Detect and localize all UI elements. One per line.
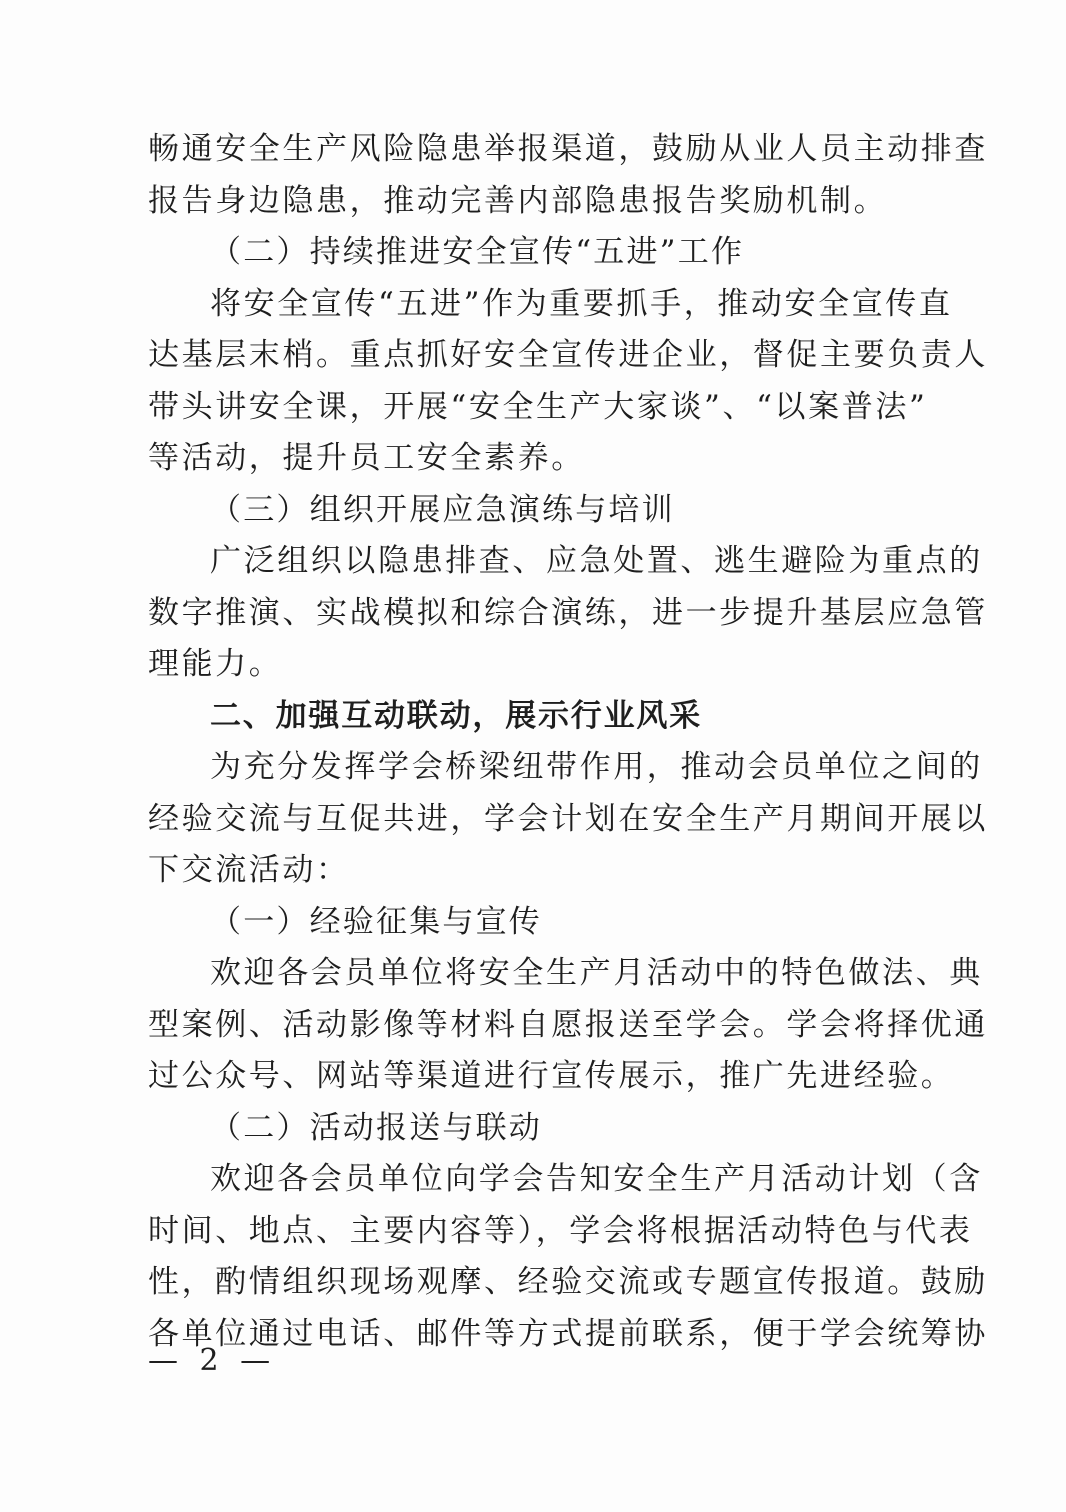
text-line: 型案例、活动影像等材料自愿报送至学会。学会将择优通 [148, 1006, 988, 1043]
section-heading: 二、加强互动联动，展示行业风采 [210, 697, 702, 734]
document-body [148, 124, 988, 1360]
paragraph-start: 广泛组织以隐患排查、应急处置、逃生避险为重点的 [210, 543, 983, 579]
text-line: 时间、地点、主要内容等），学会将根据活动特色与代表 [148, 1212, 973, 1249]
paragraph-start: 欢迎各会员单位向学会告知安全生产月活动计划（含 [210, 1161, 983, 1197]
text-line: 达基层末梢。重点抓好安全宣传进企业，督促主要负责人 [148, 337, 988, 373]
subheading-2b: （二）活动报送与联动 [210, 1109, 542, 1146]
text-line: 经验交流与互促共进，学会计划在安全生产月期间开展以 [148, 800, 988, 837]
text-line: 数字推演、实战模拟和综合演练，进一步提升基层应急管 [148, 594, 988, 631]
text-line: 各单位通过电话、邮件等方式提前联系，便于学会统筹协 [148, 1315, 988, 1352]
subheading-1: （一）经验征集与宣传 [210, 903, 542, 940]
text-line: 性，酌情组织现场观摩、经验交流或专题宣传报道。鼓励 [148, 1264, 988, 1300]
paragraph-start: 欢迎各会员单位将安全生产月活动中的特色做法、典 [210, 955, 983, 991]
text-line: 理能力。 [148, 646, 283, 682]
text-line: 等活动，提升员工安全素养。 [148, 440, 585, 476]
text-line: 带头讲安全课，开展“安全生产大家谈”、“以案普法” [148, 388, 928, 425]
text-line: 报告身边隐患，推动完善内部隐患报告奖励机制。 [148, 182, 888, 219]
text-line: 畅通安全生产风险隐患举报渠道，鼓励从业人员主动排查 [148, 131, 988, 167]
subheading-2: （二）持续推进安全宣传“五进”工作 [210, 234, 745, 270]
paragraph-start: 为充分发挥学会桥梁纽带作用，推动会员单位之间的 [210, 749, 983, 785]
subheading-3: （三）组织开展应急演练与培训 [210, 491, 675, 528]
text-line: 过公众号、网站等渠道进行宣传展示，推广先进经验。 [148, 1058, 955, 1094]
paragraph-start: 将安全宣传“五进”作为重要抓手，推动安全宣传直 [210, 285, 953, 322]
page-number: — 2 — [148, 1343, 277, 1378]
text-line: 下交流活动： [148, 852, 350, 888]
